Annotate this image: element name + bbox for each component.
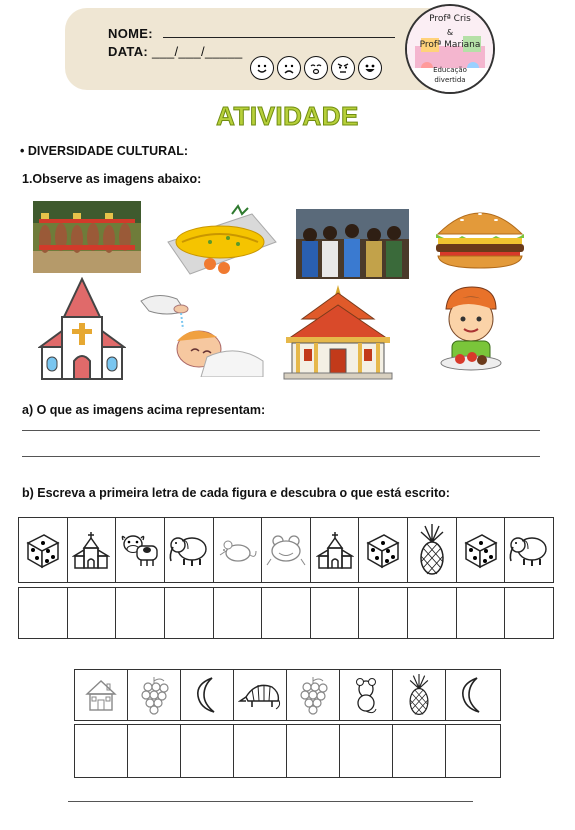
frog-icon	[262, 518, 311, 582]
letter-box[interactable]	[287, 725, 340, 777]
dice-icon	[19, 518, 68, 582]
logo-line5: divertida	[434, 76, 466, 84]
date-blanks[interactable]: ___/___/_____	[151, 44, 243, 59]
armadillo-icon	[234, 670, 287, 720]
logo-line1: Profª Cris	[429, 14, 471, 24]
final-answer-line[interactable]	[68, 801, 473, 802]
letter-box[interactable]	[311, 588, 360, 638]
elephant-icon	[505, 518, 553, 582]
letter-box[interactable]	[165, 588, 214, 638]
logo-line4: Educação	[433, 66, 467, 74]
pineapple-icon	[408, 518, 457, 582]
name-label: NOME:	[108, 26, 153, 41]
puzzle-1-icons	[18, 517, 554, 583]
page-title: ATIVIDADE	[216, 101, 359, 131]
answer-line-2[interactable]	[22, 456, 540, 457]
indigenous-dancers-photo	[33, 201, 141, 278]
letter-box[interactable]	[68, 588, 117, 638]
crying-face-icon[interactable]	[304, 56, 328, 80]
moon-icon	[446, 670, 498, 720]
hamburger-icon	[432, 204, 528, 275]
mouse-icon	[340, 670, 393, 720]
boy-eating-icon	[436, 283, 506, 380]
school-logo	[405, 4, 495, 94]
letter-box[interactable]	[446, 725, 498, 777]
letter-box[interactable]	[359, 588, 408, 638]
puzzle-2-icons	[74, 669, 501, 721]
grapes-icon	[287, 670, 340, 720]
elephant-icon	[165, 518, 214, 582]
letter-box[interactable]	[214, 588, 263, 638]
logo-line2: &	[446, 28, 454, 37]
mouse-icon	[214, 518, 263, 582]
church-icon	[311, 518, 360, 582]
letter-box[interactable]	[75, 725, 128, 777]
letter-box[interactable]	[408, 588, 457, 638]
answer-line-1[interactable]	[22, 430, 540, 431]
grapes-icon	[128, 670, 181, 720]
baptism-icon	[137, 287, 267, 382]
letter-box[interactable]	[340, 725, 393, 777]
moon-icon	[181, 670, 234, 720]
dice-icon	[359, 518, 408, 582]
angry-face-icon[interactable]	[331, 56, 355, 80]
cow-icon	[116, 518, 165, 582]
logo-line3: Profª Mariana	[419, 40, 481, 50]
dice-icon	[457, 518, 506, 582]
letter-box[interactable]	[116, 588, 165, 638]
mood-faces	[250, 56, 382, 80]
omelette-plate-icon	[160, 202, 280, 285]
letter-box[interactable]	[234, 725, 287, 777]
pineapple-icon	[393, 670, 446, 720]
question-b: b) Escreva a primeira letra de cada figura e descubra o que está escrito:	[22, 486, 450, 500]
church-icon	[38, 277, 126, 386]
letter-box[interactable]	[262, 588, 311, 638]
church-icon	[68, 518, 117, 582]
house-icon	[75, 670, 128, 720]
puzzle-1-answers	[18, 587, 554, 639]
section-title: • DIVERSIDADE CULTURAL:	[20, 144, 189, 158]
name-blank[interactable]	[163, 25, 395, 38]
african-festival-photo	[296, 209, 409, 284]
sad-face-icon[interactable]	[277, 56, 301, 80]
happy-face-icon[interactable]	[358, 56, 382, 80]
date-field[interactable]	[108, 44, 243, 59]
date-label: DATA:	[108, 44, 149, 59]
question-1: 1.Observe as imagens abaixo:	[22, 172, 202, 186]
letter-box[interactable]	[19, 588, 68, 638]
puzzle-2-answers	[74, 724, 501, 778]
question-a: a) O que as imagens acima representam:	[22, 403, 266, 417]
letter-box[interactable]	[393, 725, 446, 777]
thai-temple-icon	[282, 283, 394, 386]
letter-box[interactable]	[505, 588, 553, 638]
letter-box[interactable]	[128, 725, 181, 777]
letter-box[interactable]	[457, 588, 506, 638]
letter-box[interactable]	[181, 725, 234, 777]
name-field[interactable]	[108, 25, 395, 41]
smile-face-icon[interactable]	[250, 56, 274, 80]
